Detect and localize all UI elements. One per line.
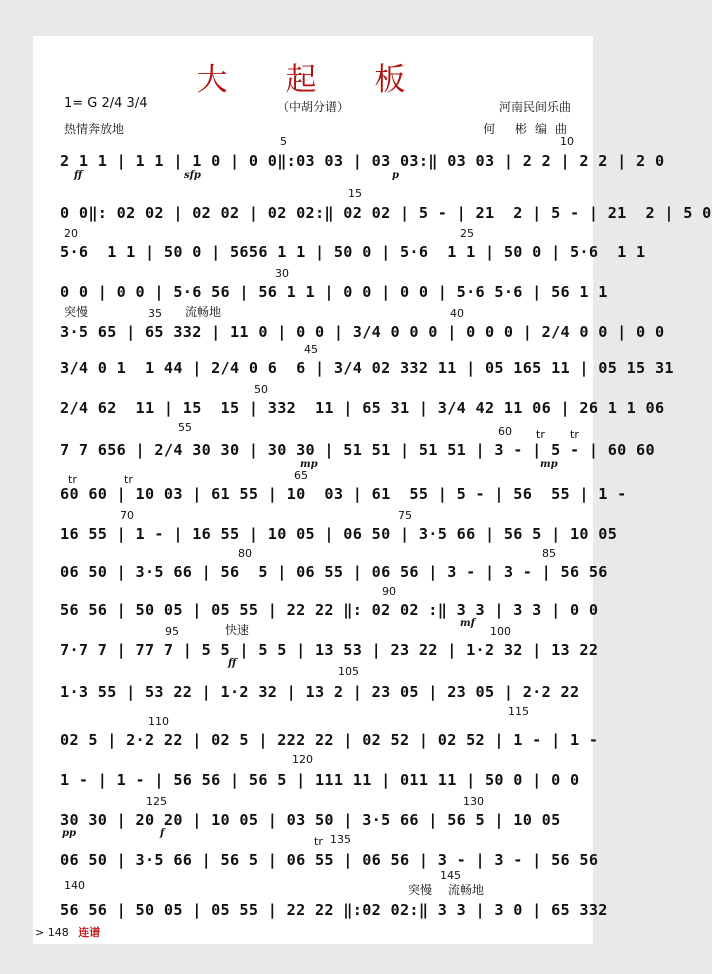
bar-number: 45: [304, 343, 318, 356]
bar-number: 115: [508, 705, 529, 718]
dynamic-mark: ff: [74, 170, 83, 181]
bar-number: 85: [542, 547, 556, 560]
trill-mark: tr: [124, 473, 133, 486]
trill-mark: tr: [314, 835, 323, 848]
bar-number: 80: [238, 547, 252, 560]
bar-number: 95: [165, 625, 179, 638]
expression-mark: 突慢: [64, 305, 89, 319]
dynamic-mark: p: [392, 170, 399, 181]
dynamic-mark: mp: [540, 459, 558, 470]
bar-number: 90: [382, 585, 396, 598]
notation-row: 06 50 | 3·5 66 | 56 5 | 06 55 | 06 56 | 3 - | 3 - | 56 56: [60, 563, 608, 581]
notation-row: 16 55 | 1 - | 16 55 | 10 05 | 06 50 | 3·5 66 | 56 5 | 10 05: [60, 525, 618, 543]
notation-row: 56 56 | 50 05 | 05 55 | 22 22 ‖:02 02:‖ 3 3 | 3 0 | 65 332: [60, 901, 608, 919]
dynamic-mark: mp: [300, 459, 318, 470]
score-title: 大 起 板: [196, 62, 430, 98]
bar-number: 125: [146, 795, 167, 808]
bar-number: 120: [292, 753, 313, 766]
dynamic-mark: sfp: [184, 170, 201, 181]
bar-number: 30: [275, 267, 289, 280]
expression-mark: 突慢: [408, 883, 433, 897]
notation-row: 30 30 | 20 20 | 10 05 | 03 50 | 3·5 66 | 56 5 | 10 05: [60, 811, 561, 829]
score-page: [33, 36, 712, 944]
notation-row: 06 50 | 3·5 66 | 56 5 | 06 55 | 06 56 | 3 - | 3 - | 56 56: [60, 851, 599, 869]
trill-mark: tr: [570, 428, 579, 441]
bar-number: 105: [338, 665, 359, 678]
bar-number: 65: [294, 469, 308, 482]
trill-mark: tr: [68, 473, 77, 486]
continuation-label: 连谱: [78, 926, 101, 939]
notation-row: 7·7 7 | 77 7 | 5 5 | 5 5 | 13 53 | 23 22 | 1·2 32 | 13 22: [60, 641, 599, 659]
notation-row: 7 7 656 | 2/4 30 30 | 30 30 | 51 51 | 51 51 | 3 - | 5 - | 60 60: [60, 441, 655, 459]
bar-number: 20: [64, 227, 78, 240]
bar-number: 70: [120, 509, 134, 522]
notation-row: 0 0 | 0 0 | 5·6 56 | 56 1 1 | 0 0 | 0 0 | 5·6 5·6 | 56 1 1: [60, 283, 608, 301]
bar-number: 55: [178, 421, 192, 434]
expression-mark: 快速: [225, 623, 250, 637]
dynamic-mark: pp: [62, 828, 76, 839]
notation-row: 0 0‖: 02 02 | 02 02 | 02 02:‖ 02 02 | 5 - | 21 2 | 5 - | 21 2 | 5 0: [60, 204, 712, 222]
notation-row: 5·6 1 1 | 50 0 | 5656 1 1 | 50 0 | 5·6 1 1 | 50 0 | 5·6 1 1: [60, 243, 646, 261]
notation-row: 2/4 62 11 | 15 15 | 332 11 | 65 31 | 3/4 42 11 06 | 26 1 1 06: [60, 399, 665, 417]
expression-mark: 流畅地: [185, 305, 222, 319]
tempo-expression: 热情奔放地: [64, 122, 125, 136]
bar-number: 5: [280, 135, 287, 148]
bar-number: 60: [498, 425, 512, 438]
bar-number: 25: [460, 227, 474, 240]
notation-row: 1·3 55 | 53 22 | 1·2 32 | 13 2 | 23 05 | 23 05 | 2·2 22: [60, 683, 580, 701]
bar-number: 140: [64, 879, 85, 892]
arranger-credit: 何 彬编曲: [483, 122, 575, 136]
bar-number: 145: [440, 869, 461, 882]
bar-number: 40: [450, 307, 464, 320]
notation-row: 60 60 | 10 03 | 61 55 | 10 03 | 61 55 | 5 - | 56 55 | 1 -: [60, 485, 627, 503]
expression-mark: 流畅地: [448, 883, 485, 897]
key-signature: 1= G 2/4 3/4: [64, 96, 148, 111]
notation-row: 2 1 1 | 1 1 | 1 0 | 0 0‖:03 03 | 03 03:‖ 03 03 | 2 2 | 2 2 | 2 0: [60, 152, 665, 170]
notation-row: 1 - | 1 - | 56 56 | 56 5 | 111 11 | 011 11 | 50 0 | 0 0: [60, 771, 580, 789]
notation-row: 3/4 0 1 1 44 | 2/4 0 6 6 | 3/4 02 332 11 | 05 165 11 | 05 15 31: [60, 359, 674, 377]
bar-number: 50: [254, 383, 268, 396]
notation-row: 56 56 | 50 05 | 05 55 | 22 22 ‖: 02 02 :‖ 3 3 | 3 3 | 0 0: [60, 601, 599, 619]
origin-credit: 河南民间乐曲: [498, 100, 571, 114]
bar-number: 10: [560, 135, 574, 148]
bar-number: 35: [148, 307, 162, 320]
bar-number: 100: [490, 625, 511, 638]
page-footer: [35, 924, 100, 940]
page-marker: > 148: [35, 926, 69, 939]
notation-row: 02 5 | 2·2 22 | 02 5 | 222 22 | 02 52 | 02 52 | 1 - | 1 -: [60, 731, 599, 749]
bar-number: 110: [148, 715, 169, 728]
bar-number: 75: [398, 509, 412, 522]
bar-number: 130: [463, 795, 484, 808]
bar-number: 135: [330, 833, 351, 846]
notation-row: 3·5 65 | 65 332 | 11 0 | 0 0 | 3/4 0 0 0 | 0 0 0 | 2/4 0 0 | 0 0: [60, 323, 665, 341]
dynamic-mark: mf: [460, 618, 475, 629]
dynamic-mark: f: [160, 828, 165, 839]
trill-mark: tr: [536, 428, 545, 441]
part-subtitle: （中胡分谱）: [276, 100, 349, 114]
bar-number: 15: [348, 187, 362, 200]
dynamic-mark: ff: [228, 658, 237, 669]
